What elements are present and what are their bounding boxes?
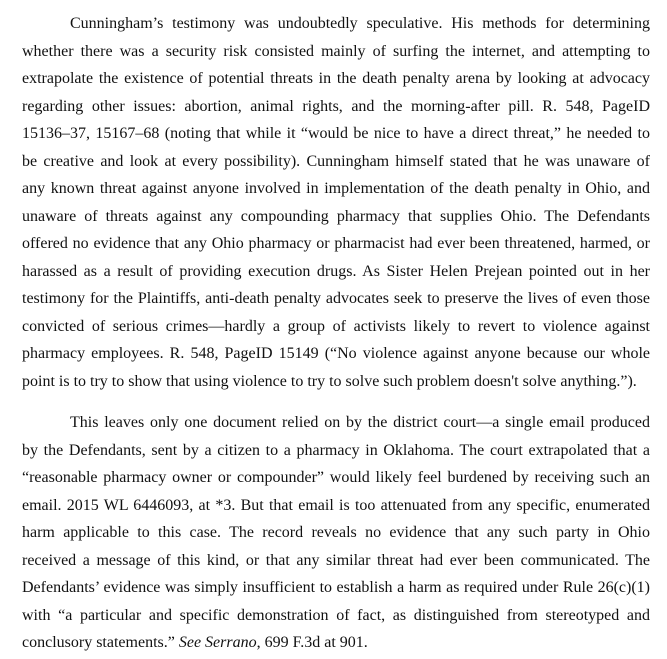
paragraph-line: regarding other issues: abortion, animal rights, and the morning-after pill. R. 548, PageID	[22, 97, 650, 115]
paragraph-line: 15136–37, 15167–68 (noting that while it “would be nice to have a direct threat,” he needed to	[22, 125, 650, 142]
document-page	[22, 10, 650, 657]
paragraph-line: pharmacy employees. R. 548, PageID 15149 (“No violence against anyone because our whole	[22, 345, 650, 362]
paragraph-line: by the Defendants, sent by a citizen to a pharmacy in Oklahoma. The court extrapolated that a	[22, 441, 650, 459]
paragraph-line: testimony for the Plaintiffs, anti-death penalty advocates seek to preserve the lives of even those	[22, 290, 650, 307]
paragraph-line: harassed as a result of providing execution drugs. As Sister Helen Prejean pointed out in her	[22, 262, 650, 280]
paragraph-line: harm applicable to this case. The record reveals no evidence that any such party in Ohio	[22, 524, 650, 541]
paragraph-line: convicted of serious crimes—hardly a group of activists likely to revert to violence against	[22, 317, 650, 335]
paragraph-line: Cunningham’s testimony was undoubtedly speculative. His methods for determining	[70, 15, 650, 32]
paragraph-line: be creative and look at every possibility). Cunningham himself stated that he was unaware of	[22, 152, 650, 170]
case-citation: See Serrano	[178, 634, 257, 651]
paragraph-line: Defendants’ evidence was simply insufficient to establish a harm as required under Rule 26(c)(1)	[22, 579, 650, 596]
paragraph-line: point is to try to show that using violence to try to solve such problem doesn't solve anything.”).	[22, 372, 637, 390]
paragraph-line	[22, 629, 650, 657]
paragraph-line: any known threat against anyone involved in implementation of the death penalty in Ohio, and	[22, 180, 650, 197]
paragraph-line: email. 2015 WL 6446093, at *3. But that email is too attenuated from any specific, enumerated	[22, 496, 650, 514]
paragraph-line: unaware of threats against any compounding pharmacy that supplies Ohio. The Defendants	[22, 207, 650, 225]
paragraph-line: whether there was a security risk consisted mainly of surfing the internet, and attempting to	[22, 42, 650, 60]
paragraph-line: extrapolate the existence of potential threats in the death penalty arena by looking at advocacy	[22, 70, 650, 87]
paragraph-line: offered no evidence that any Ohio pharmacy or pharmacist had ever been threatened, harmed, or	[22, 235, 650, 252]
paragraph-line: “reasonable pharmacy owner or compounder” would likely feel burdened by receiving such an	[22, 469, 650, 486]
citation-pin: , 699 F.3d at 901.	[256, 634, 368, 651]
paragraph-email-evidence	[22, 409, 650, 657]
paragraph-line: with “a particular and specific demonstration of fact, as distinguished from stereotyped and	[22, 606, 650, 624]
line-text: conclusory statements.”	[22, 634, 179, 651]
paragraph-line: This leaves only one document relied on by the district court—a single email produced	[70, 414, 650, 431]
paragraph-line: received a message of this kind, or that any similar threat had ever been communicated. The	[22, 551, 650, 569]
paragraph-security-testimony	[22, 10, 650, 395]
